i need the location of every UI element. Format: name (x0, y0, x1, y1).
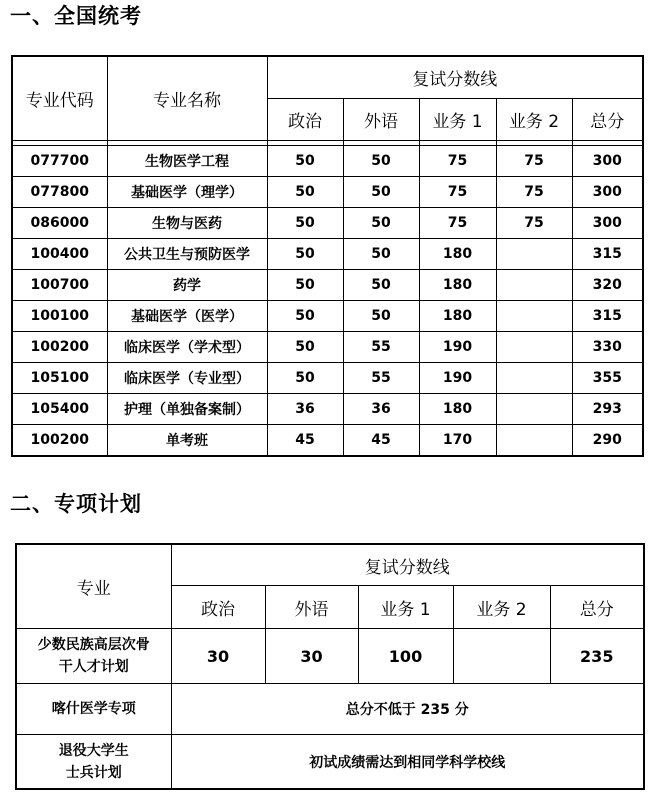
score-subject-1: 190 (419, 331, 496, 362)
header-foreign-language: 外语 (343, 98, 419, 140)
major-code: 100700 (12, 269, 107, 300)
major-code: 077800 (12, 176, 107, 207)
major-name-line-1: 退役大学生 (58, 742, 129, 759)
major-code: 086000 (12, 207, 107, 238)
header-total: 总分 (550, 586, 644, 629)
table-row (12, 331, 643, 362)
table-row (12, 207, 643, 238)
major-name: 临床医学（专业型） (107, 362, 267, 393)
score-total: 315 (572, 238, 643, 269)
score-politics: 50 (267, 207, 343, 238)
major-code: 100200 (12, 331, 107, 362)
major-code: 105400 (12, 393, 107, 424)
major-name: 生物医学工程 (107, 145, 267, 176)
score-total: 235 (550, 629, 644, 684)
header-subject-2: 业务 2 (453, 586, 550, 629)
major-name: 单考班 (107, 424, 267, 456)
header-retest-line: 复试分数线 (171, 544, 644, 586)
score-subject-2 (496, 269, 572, 300)
score-subject-2 (496, 238, 572, 269)
major-code: 100200 (12, 424, 107, 456)
score-subject-2 (496, 424, 572, 456)
score-politics: 45 (267, 424, 343, 456)
table-row (12, 238, 643, 269)
score-total: 300 (572, 145, 643, 176)
score-subject-1: 75 (419, 176, 496, 207)
score-foreign-language: 50 (343, 145, 419, 176)
header-major: 专业 (16, 544, 171, 629)
score-politics: 36 (267, 393, 343, 424)
header-subject-1: 业务 1 (358, 586, 453, 629)
score-politics: 50 (267, 331, 343, 362)
score-foreign-language: 30 (265, 629, 358, 684)
score-politics: 50 (267, 362, 343, 393)
table-row (12, 176, 643, 207)
major-name: 基础医学（理学） (107, 176, 267, 207)
score-subject-1: 100 (358, 629, 453, 684)
score-subject-1: 190 (419, 362, 496, 393)
score-politics: 50 (267, 269, 343, 300)
score-politics: 30 (171, 629, 265, 684)
major-code: 100400 (12, 238, 107, 269)
score-total: 300 (572, 207, 643, 238)
header-retest-line: 复试分数线 (267, 56, 643, 98)
major-name (16, 629, 171, 684)
major-name: 基础医学（医学） (107, 300, 267, 331)
major-name: 药学 (107, 269, 267, 300)
header-foreign-language: 外语 (265, 586, 358, 629)
score-subject-1: 180 (419, 238, 496, 269)
score-foreign-language: 55 (343, 331, 419, 362)
score-subject-2 (453, 629, 550, 684)
score-subject-2: 75 (496, 176, 572, 207)
score-subject-2: 75 (496, 207, 572, 238)
table-row (16, 629, 644, 684)
score-foreign-language: 36 (343, 393, 419, 424)
score-subject-1: 180 (419, 393, 496, 424)
table-row (12, 362, 643, 393)
score-subject-2 (496, 362, 572, 393)
major-name-line-1: 少数民族高层次骨 (37, 637, 150, 653)
score-total: 290 (572, 424, 643, 456)
header-subject-1: 业务 1 (419, 98, 496, 140)
score-subject-1: 75 (419, 145, 496, 176)
national-exam-table (11, 55, 644, 457)
section-1-title: 一、全国统考 (10, 4, 142, 28)
header-politics: 政治 (171, 586, 265, 629)
table-row (12, 145, 643, 176)
major-name-line-2: 干人才计划 (58, 659, 129, 675)
header-total: 总分 (572, 98, 643, 140)
score-total: 315 (572, 300, 643, 331)
major-code: 077700 (12, 145, 107, 176)
major-code: 105100 (12, 362, 107, 393)
major-name-line-2: 士兵计划 (65, 764, 122, 781)
score-foreign-language: 45 (343, 424, 419, 456)
major-code: 100100 (12, 300, 107, 331)
major-name: 临床医学（学术型） (107, 331, 267, 362)
section-2-title: 二、专项计划 (10, 492, 142, 516)
score-total: 293 (572, 393, 643, 424)
score-total: 330 (572, 331, 643, 362)
score-total: 300 (572, 176, 643, 207)
score-foreign-language: 50 (343, 300, 419, 331)
header-subject-2: 业务 2 (496, 98, 572, 140)
requirement-note: 总分不低于 235 分 (171, 684, 644, 735)
score-subject-2 (496, 300, 572, 331)
score-politics: 50 (267, 238, 343, 269)
score-foreign-language: 50 (343, 176, 419, 207)
table-row (12, 269, 643, 300)
score-total: 355 (572, 362, 643, 393)
major-name: 生物与医药 (107, 207, 267, 238)
score-politics: 50 (267, 145, 343, 176)
score-foreign-language: 50 (343, 269, 419, 300)
header-code: 专业代码 (12, 56, 107, 140)
score-total: 320 (572, 269, 643, 300)
major-name (16, 735, 171, 790)
table-row (12, 300, 643, 331)
score-subject-1: 180 (419, 269, 496, 300)
score-foreign-language: 50 (343, 238, 419, 269)
score-politics: 50 (267, 300, 343, 331)
major-name: 喀什医学专项 (16, 684, 171, 735)
header-politics: 政治 (267, 98, 343, 140)
header-name: 专业名称 (107, 56, 267, 140)
table-body (12, 145, 643, 456)
special-plan-table (15, 543, 645, 790)
score-foreign-language: 55 (343, 362, 419, 393)
score-subject-2: 75 (496, 145, 572, 176)
score-politics: 50 (267, 176, 343, 207)
score-subject-1: 170 (419, 424, 496, 456)
table-row (12, 424, 643, 456)
score-subject-2 (496, 393, 572, 424)
requirement-note: 初试成绩需达到相同学科学校线 (171, 735, 644, 790)
score-subject-1: 180 (419, 300, 496, 331)
score-subject-1: 75 (419, 207, 496, 238)
score-subject-2 (496, 331, 572, 362)
major-name: 公共卫生与预防医学 (107, 238, 267, 269)
score-foreign-language: 50 (343, 207, 419, 238)
table-row (12, 393, 643, 424)
table-row (16, 684, 644, 735)
table-row (16, 735, 644, 790)
major-name: 护理（单独备案制） (107, 393, 267, 424)
